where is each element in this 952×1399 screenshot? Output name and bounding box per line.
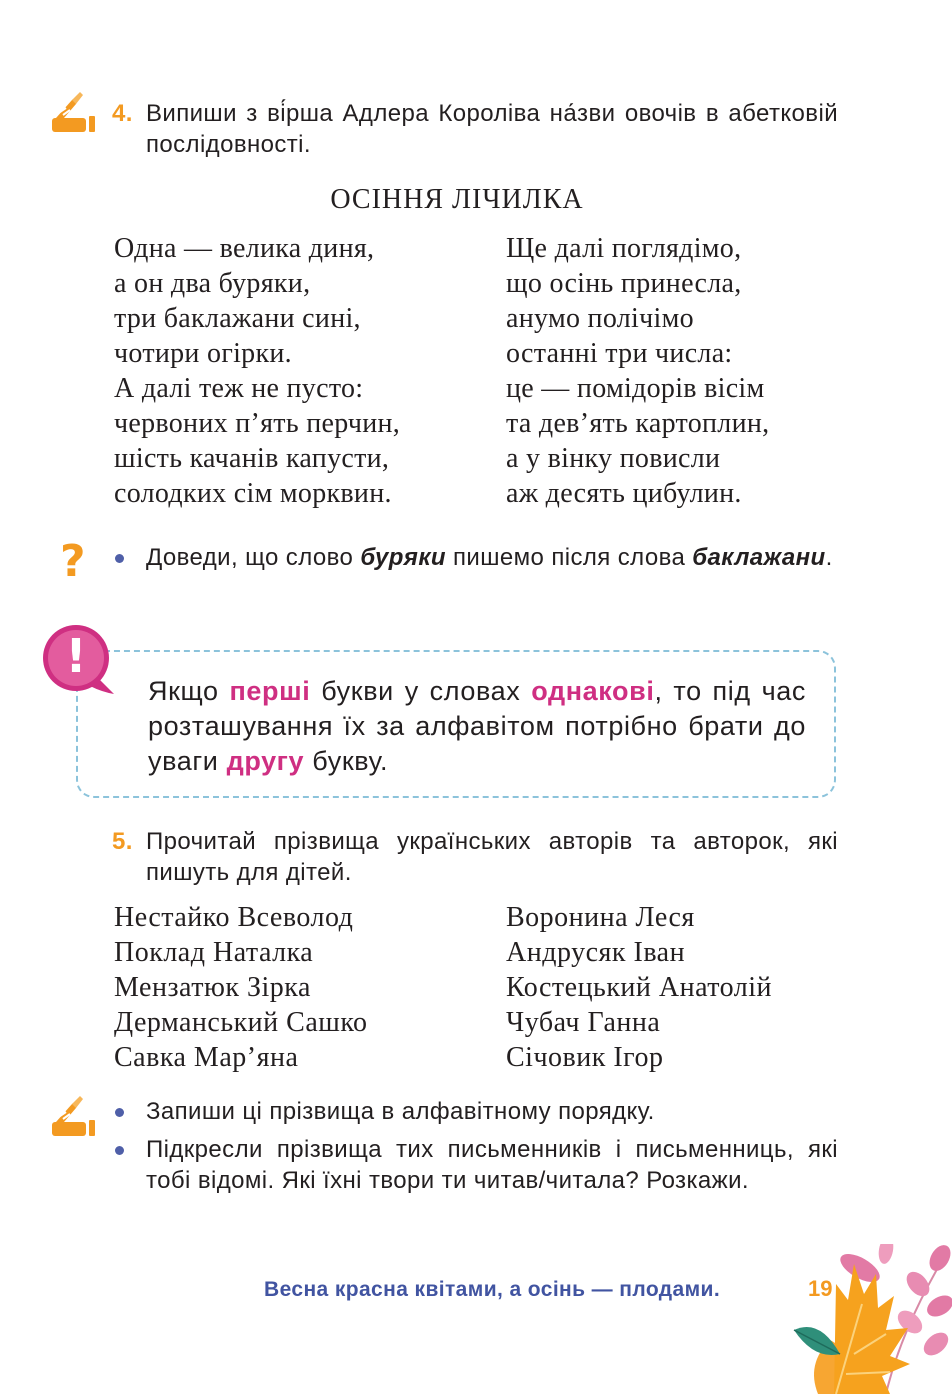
author-name: Костецький Анатолій (506, 972, 773, 1003)
highlight-word: перші (229, 676, 311, 706)
poem-left-column (114, 231, 400, 511)
task-text: Випиши з ві́рша Адлера Короліва на́зви овочів в абетковій послідовності. (146, 100, 838, 158)
poem-line: три баклажани сині, (114, 303, 361, 334)
authors-left-column (114, 900, 368, 1075)
highlight-word: баклажани (692, 544, 826, 571)
poem-line: червоних п’ять перчин, (114, 408, 401, 439)
task-5 (112, 826, 838, 888)
highlight-word: другу (226, 746, 305, 776)
author-name: Андрусяк Іван (506, 937, 686, 968)
poem-line: останні три числа: (506, 338, 733, 369)
bullet-dot (115, 1108, 124, 1117)
task-text: Прочитай прізвища українських авторів та авторок, які пишуть для дітей. (146, 828, 838, 886)
page-number: 19 (808, 1276, 833, 1301)
highlight-word: однакові (531, 676, 655, 706)
highlight-word: буряки (360, 544, 446, 571)
writing-hand-icon (50, 1096, 96, 1138)
author-name: Поклад Наталка (114, 937, 314, 968)
footer-proverb: Весна красна квітами, а осінь — плодами. (264, 1278, 721, 1301)
poem-right-column (506, 231, 769, 511)
author-name: Савка Мар’яна (114, 1042, 299, 1073)
task-4 (112, 98, 838, 160)
poem-line: чотири огірки. (114, 338, 292, 369)
poem-line: аж десять цибулин. (506, 478, 742, 509)
poem-line: шість качанів капусти, (114, 443, 390, 474)
poem-line: це — помідорів вісім (506, 373, 765, 404)
poem-line: а он два буряки, (114, 268, 311, 299)
author-name: Нестайко Всеволод (114, 902, 354, 933)
bullet-dot (115, 1146, 124, 1155)
autumn-leaves-decoration (790, 1244, 952, 1394)
bullet-dot (115, 554, 124, 563)
poem-line: А далі теж не пусто: (114, 373, 364, 404)
poem-title: ОСІННЯ ЛІЧИЛКА (330, 184, 584, 215)
question-task: Доведи, що слово буряки пишемо після слова баклажани. (146, 542, 838, 573)
author-name: Чубач Ганна (506, 1007, 661, 1038)
poem-line: а у вінку повисли (506, 443, 721, 474)
bullet-item: Запиши ці прізвища в алфавітному порядку. (146, 1096, 838, 1127)
poem-line: анумо полічімо (506, 303, 694, 334)
authors-right-column (506, 900, 772, 1075)
poem-line: Ще далі поглядімо, (506, 233, 742, 264)
bullet-item: Підкресли прізвища тих письменників і письменниць, які тобі відомі. Які їхні твори ти читав/читала? Розкажи. (146, 1134, 838, 1196)
poem-line: солодких сім морквин. (114, 478, 392, 509)
author-name: Мензатюк Зірка (114, 972, 311, 1003)
task-number: 5. (112, 828, 133, 855)
poem-line: що осінь принесла, (506, 268, 742, 299)
task-number: 4. (112, 100, 133, 127)
question-mark-icon: ? (60, 536, 86, 587)
writing-hand-icon (50, 92, 96, 134)
author-name: Дерманський Сашко (114, 1007, 368, 1038)
author-name: Січовик Ігор (506, 1042, 664, 1073)
author-name: Воронина Леся (506, 902, 695, 933)
poem-line: та дев’ять картоплин, (506, 408, 770, 439)
exclamation-bubble-icon (40, 624, 116, 696)
exclamation-mark: ! (65, 629, 87, 683)
poem-line: Одна — велика диня, (114, 233, 375, 264)
rule-text: Якщо перші букви у словах однакові, то під час розташування їх за алфавітом потрібно брати до уваги другу букву. (148, 676, 806, 776)
